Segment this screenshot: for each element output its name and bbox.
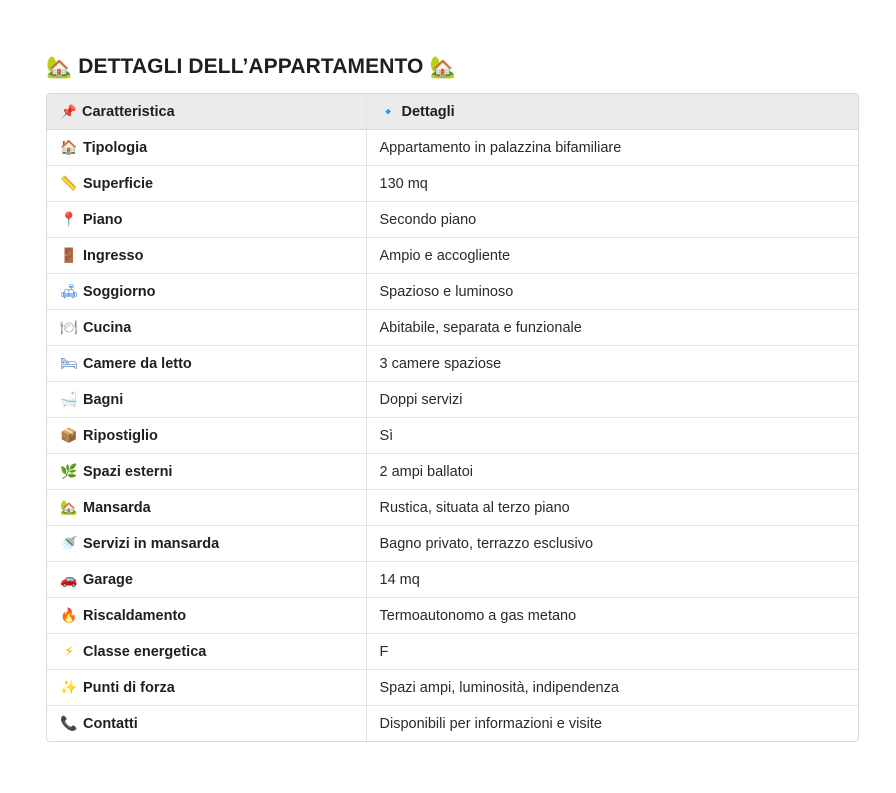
- row-value: Ampio e accogliente: [366, 238, 858, 274]
- row-value: 14 mq: [366, 562, 858, 598]
- row-label: Servizi in mansarda: [83, 535, 220, 552]
- row-label: Piano: [83, 211, 123, 228]
- row-value: Bagno privato, terrazzo esclusivo: [366, 526, 858, 562]
- table-row: [47, 346, 858, 382]
- sofa-icon: 🛋: [60, 283, 78, 300]
- fire-icon: 🔥: [60, 607, 78, 624]
- ruler-icon: 📏: [60, 175, 78, 192]
- row-value: Termoautonomo a gas metano: [366, 598, 858, 634]
- page-title-text: DETTAGLI DELL’APPARTAMENTO: [78, 55, 424, 78]
- house-icon: 🏠: [60, 139, 78, 156]
- table-header-row: [47, 94, 858, 130]
- blue-diamond-icon: 🔹: [380, 104, 397, 120]
- header-caratteristica: [47, 94, 366, 130]
- bed-icon: 🛏: [60, 355, 78, 372]
- location-pin-icon: 📍: [60, 211, 78, 228]
- lightning-icon: ⚡: [64, 643, 74, 660]
- row-label: Punti di forza: [83, 679, 175, 696]
- row-value: Doppi servizi: [366, 382, 858, 418]
- row-label: Tipologia: [83, 139, 148, 156]
- row-label: Classe energetica: [83, 643, 207, 660]
- row-label: Cucina: [83, 319, 132, 336]
- row-value: Appartamento in palazzina bifamiliare: [366, 130, 858, 166]
- row-label: Ripostiglio: [83, 427, 158, 444]
- row-value: 2 ampi ballatoi: [366, 454, 858, 490]
- row-label: Mansarda: [83, 499, 151, 516]
- table-row: [47, 598, 858, 634]
- row-label: Contatti: [83, 715, 138, 732]
- plate-cutlery-icon: 🍽: [60, 319, 78, 336]
- page-title: [46, 52, 456, 82]
- row-label: Garage: [83, 571, 133, 588]
- row-value: Disponibili per informazioni e visite: [366, 706, 858, 742]
- apartment-details-table: [46, 93, 859, 742]
- table-row: [47, 418, 858, 454]
- row-label: Spazi esterni: [83, 463, 173, 480]
- row-label: Ingresso: [83, 247, 144, 264]
- row-label: Soggiorno: [83, 283, 156, 300]
- table-row: [47, 382, 858, 418]
- table-row: [47, 310, 858, 346]
- row-value: Abitabile, separata e funzionale: [366, 310, 858, 346]
- house-with-garden-icon: 🏡: [60, 499, 78, 516]
- house-with-garden-icon: 🏡: [46, 54, 73, 79]
- row-value: Spazioso e luminoso: [366, 274, 858, 310]
- row-label: Riscaldamento: [83, 607, 187, 624]
- row-value: F: [366, 634, 858, 670]
- table-row: [47, 706, 858, 742]
- row-value: 3 camere spaziose: [366, 346, 858, 382]
- door-icon: 🚪: [60, 247, 78, 264]
- row-label: Bagni: [83, 391, 124, 408]
- row-value: 130 mq: [366, 166, 858, 202]
- herb-icon: 🌿: [60, 463, 78, 480]
- car-icon: 🚗: [60, 571, 78, 588]
- table-row: [47, 634, 858, 670]
- table-row: [47, 670, 858, 706]
- table-row: [47, 166, 858, 202]
- row-label: Camere da letto: [83, 355, 192, 372]
- row-label: Superficie: [83, 175, 154, 192]
- sparkles-icon: ✨: [60, 679, 78, 696]
- table-row: [47, 454, 858, 490]
- row-value: Spazi ampi, luminosità, indipendenza: [366, 670, 858, 706]
- pushpin-icon: 📌: [60, 104, 78, 120]
- row-value: Secondo piano: [366, 202, 858, 238]
- bathtub-icon: 🛁: [60, 391, 78, 408]
- telephone-icon: 📞: [60, 715, 78, 732]
- table-row: [47, 202, 858, 238]
- row-value: Rustica, situata al terzo piano: [366, 490, 858, 526]
- table-row: [47, 274, 858, 310]
- table-row: [47, 526, 858, 562]
- row-value: Sì: [366, 418, 858, 454]
- table-row: [47, 238, 858, 274]
- table-row: [47, 562, 858, 598]
- house-with-garden-icon: 🏡: [429, 54, 456, 79]
- header-label: Dettagli: [401, 103, 455, 120]
- table-row: [47, 490, 858, 526]
- package-icon: 📦: [60, 427, 78, 444]
- header-dettagli: [366, 94, 858, 130]
- shower-icon: 🚿: [60, 535, 78, 552]
- table-row: [47, 130, 858, 166]
- header-label: Caratteristica: [82, 103, 175, 120]
